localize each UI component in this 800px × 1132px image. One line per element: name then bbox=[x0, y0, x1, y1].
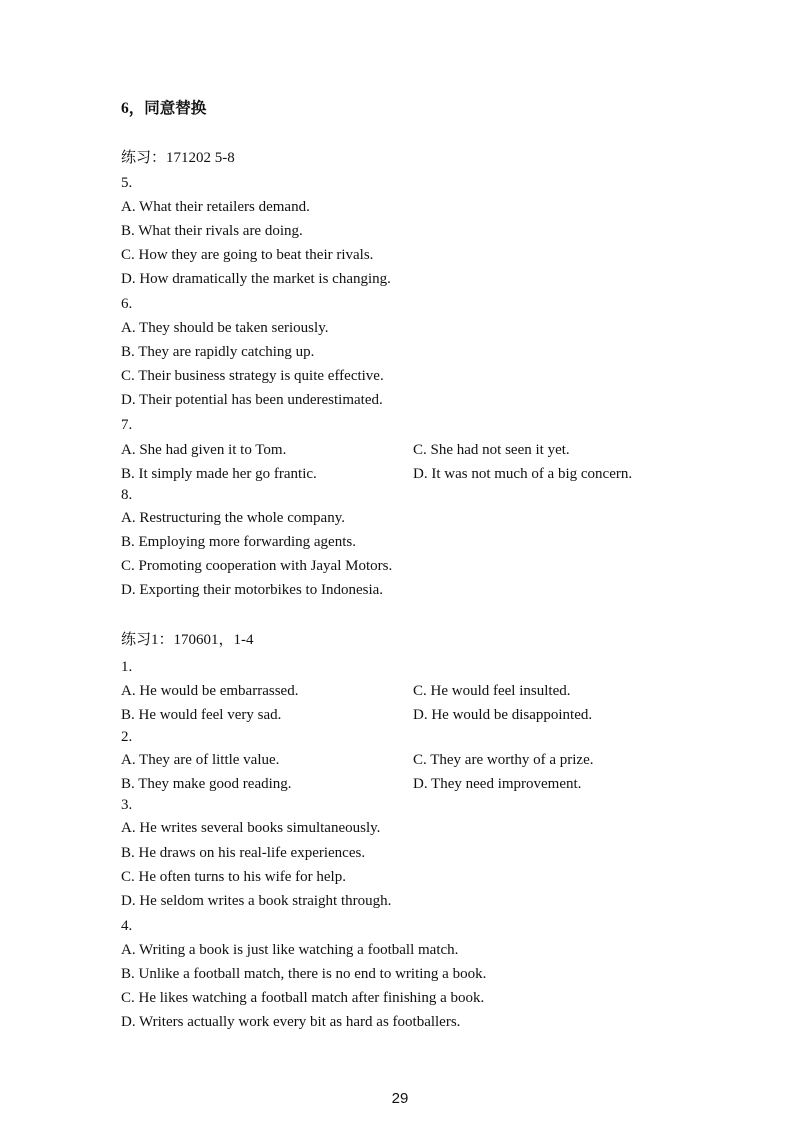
question-5-number: 5. bbox=[121, 175, 133, 191]
question-1-option-b: B. He would feel very sad. bbox=[121, 707, 282, 723]
question-6-option-d: D. Their potential has been underestimated. bbox=[121, 392, 383, 408]
question-3-number: 3. bbox=[121, 797, 133, 813]
question-7-option-c: C. She had not seen it yet. bbox=[413, 442, 570, 458]
section-heading: 6，同意替换 bbox=[121, 100, 207, 117]
question-2-option-d: D. They need improvement. bbox=[413, 776, 582, 792]
question-5-option-a: A. What their retailers demand. bbox=[121, 199, 310, 215]
question-4-option-a: A. Writing a book is just like watching a football match. bbox=[121, 942, 459, 958]
question-8-option-d: D. Exporting their motorbikes to Indonesia. bbox=[121, 582, 384, 598]
question-1-option-d: D. He would be disappointed. bbox=[413, 707, 593, 723]
question-7-option-b: B. It simply made her go frantic. bbox=[121, 466, 317, 482]
question-3-option-c: C. He often turns to his wife for help. bbox=[121, 869, 346, 885]
question-7-option-d: D. It was not much of a big concern. bbox=[413, 466, 633, 482]
question-6-option-b: B. They are rapidly catching up. bbox=[121, 344, 315, 360]
question-3-option-a: A. He writes several books simultaneously. bbox=[121, 820, 381, 836]
exercise-2-title: 练习1：170601，1-4 bbox=[121, 632, 254, 648]
question-8-option-c: C. Promoting cooperation with Jayal Motors. bbox=[121, 558, 393, 574]
question-4-option-d: D. Writers actually work every bit as hard as footballers. bbox=[121, 1014, 461, 1030]
question-2-option-c: C. They are worthy of a prize. bbox=[413, 752, 594, 768]
question-4-number: 4. bbox=[121, 918, 133, 934]
question-8-option-b: B. Employing more forwarding agents. bbox=[121, 534, 356, 550]
question-4-option-c: C. He likes watching a football match after finishing a book. bbox=[121, 990, 485, 1006]
question-2-option-a: A. They are of little value. bbox=[121, 752, 280, 768]
question-1-option-c: C. He would feel insulted. bbox=[413, 683, 571, 699]
question-6-number: 6. bbox=[121, 296, 133, 312]
question-8-option-a: A. Restructuring the whole company. bbox=[121, 510, 345, 526]
question-5-option-b: B. What their rivals are doing. bbox=[121, 223, 303, 239]
question-5-option-d: D. How dramatically the market is changing. bbox=[121, 271, 391, 287]
question-7-option-a: A. She had given it to Tom. bbox=[121, 442, 287, 458]
question-3-option-d: D. He seldom writes a book straight through. bbox=[121, 893, 392, 909]
question-1-number: 1. bbox=[121, 659, 133, 675]
exercise-1-title: 练习：171202 5-8 bbox=[121, 150, 235, 166]
question-7-number: 7. bbox=[121, 417, 133, 433]
question-6-option-c: C. Their business strategy is quite effective. bbox=[121, 368, 384, 384]
question-1-option-a: A. He would be embarrassed. bbox=[121, 683, 299, 699]
question-5-option-c: C. How they are going to beat their rivals. bbox=[121, 247, 374, 263]
question-2-number: 2. bbox=[121, 729, 133, 745]
page-number: 29 bbox=[391, 1090, 409, 1107]
question-4-option-b: B. Unlike a football match, there is no end to writing a book. bbox=[121, 966, 487, 982]
question-2-option-b: B. They make good reading. bbox=[121, 776, 292, 792]
question-3-option-b: B. He draws on his real-life experiences. bbox=[121, 845, 366, 861]
question-8-number: 8. bbox=[121, 487, 133, 503]
question-6-option-a: A. They should be taken seriously. bbox=[121, 320, 329, 336]
